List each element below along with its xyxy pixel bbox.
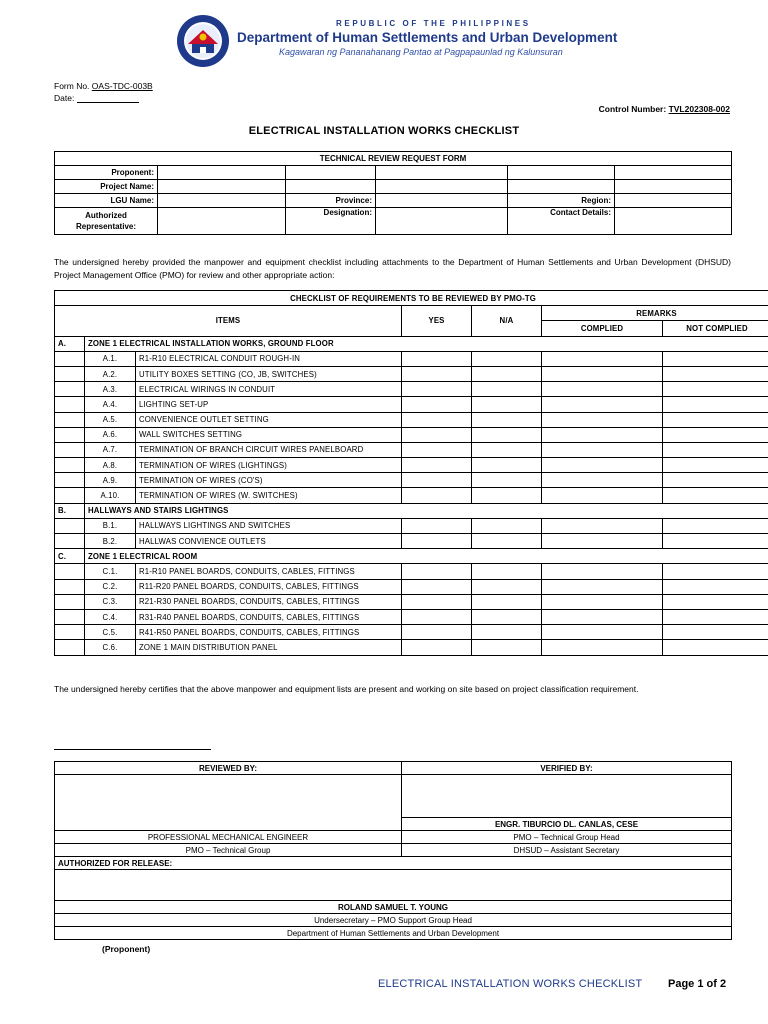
verifier-signature-box[interactable] [402,775,732,818]
na-cell[interactable] [472,640,542,655]
complied-cell[interactable] [542,534,663,549]
header-republic: REPUBLIC OF THE PHILIPPINES [336,19,531,28]
verifier-title-2: DHSUD – Assistant Secretary [402,844,732,857]
not-complied-cell[interactable] [663,625,768,640]
blank-cell [55,442,85,457]
item-code: C.2. [85,579,136,594]
item-text: WALL SWITCHES SETTING [136,427,402,442]
item-code: A.3. [85,382,136,397]
province-field[interactable] [376,194,508,208]
contact-details-label: Contact Details: [508,208,615,235]
form-number-label: Form No. [54,81,90,91]
blank-cell [55,382,85,397]
na-cell[interactable] [472,458,542,473]
header-department: Department of Human Settlements and Urban Development [237,30,618,45]
checklist-table [54,290,768,656]
verifier-title-1: PMO – Technical Group Head [402,831,732,844]
item-code: A.6. [85,427,136,442]
verifier-name: ENGR. TIBURCIO DL. CANLAS, CESE [402,818,732,831]
item-text: R21-R30 PANEL BOARDS, CONDUITS, CABLES, FITTINGS [136,594,402,609]
checklist-item-row [55,458,768,473]
checklist-item-row [55,564,768,579]
item-code: A.9. [85,473,136,488]
reviewer-title-1: PROFESSIONAL MECHANICAL ENGINEER [55,831,402,844]
yes-cell[interactable] [402,458,472,473]
checklist-item-row [55,488,768,503]
blank-cell [55,609,85,624]
section-title: ZONE 1 ELECTRICAL ROOM [85,549,768,564]
page-number: Page 1 of 2 [668,978,727,990]
na-cell[interactable] [472,625,542,640]
complied-cell[interactable] [542,594,663,609]
not-complied-cell[interactable] [663,412,768,427]
not-complied-cell[interactable] [663,366,768,381]
na-cell[interactable] [472,427,542,442]
checklist-item-row [55,382,768,397]
blank-cell [55,534,85,549]
blank-cell [55,579,85,594]
section-title: ZONE 1 ELECTRICAL INSTALLATION WORKS, GROUND FLOOR [85,336,768,351]
item-code: A.1. [85,351,136,366]
not-complied-cell[interactable] [663,458,768,473]
col-items: ITEMS [55,306,402,336]
checklist-item-row [55,518,768,533]
checklist-item-row [55,427,768,442]
certification-paragraph: The undersigned hereby certifies that the above manpower and equipment lists are present and working on site based on project classification requirement. [54,684,639,694]
footer-title: ELECTRICAL INSTALLATION WORKS CHECKLIST [378,978,643,990]
designation-label: Designation: [286,208,376,235]
reviewer-title-2: PMO – Technical Group [55,844,402,857]
item-text: R41-R50 PANEL BOARDS, CONDUITS, CABLES, FITTINGS [136,625,402,640]
complied-cell[interactable] [542,609,663,624]
yes-cell[interactable] [402,625,472,640]
yes-cell[interactable] [402,442,472,457]
checklist-body [55,336,768,655]
yes-cell[interactable] [402,488,472,503]
releaser-title-1: Undersecretary – PMO Support Group Head [55,914,732,927]
item-text: HALLWAS CONVIENCE OUTLETS [136,534,402,549]
yes-cell[interactable] [402,366,472,381]
blank-cell [55,473,85,488]
not-complied-cell[interactable] [663,427,768,442]
complied-cell[interactable] [542,564,663,579]
reviewed-by-label: REVIEWED BY: [55,762,402,775]
authorized-rep-label: Authorized Representative: [55,208,158,235]
complied-cell[interactable] [542,351,663,366]
yes-cell[interactable] [402,397,472,412]
item-code: A.8. [85,458,136,473]
item-text: ZONE 1 MAIN DISTRIBUTION PANEL [136,640,402,655]
na-cell[interactable] [472,366,542,381]
na-cell[interactable] [472,579,542,594]
contact-details-field[interactable] [615,208,732,235]
page-title: ELECTRICAL INSTALLATION WORKS CHECKLIST [248,125,520,137]
checklist-item-row [55,609,768,624]
blank-cell [55,640,85,655]
checklist-heading: CHECKLIST OF REQUIREMENTS TO BE REVIEWED BY PMO-TG [55,291,768,306]
na-cell[interactable] [472,382,542,397]
na-cell[interactable] [472,351,542,366]
project-name-label: Project Name: [55,180,158,194]
releaser-title-2: Department of Human Settlements and Urban Development [55,927,732,940]
yes-cell[interactable] [402,412,472,427]
section-title: HALLWAYS AND STAIRS LIGHTINGS [85,503,768,518]
verified-by-label: VERIFIED BY: [402,762,732,775]
checklist-item-row [55,534,768,549]
release-signature-box[interactable] [55,870,732,901]
item-code: A.4. [85,397,136,412]
item-text: TERMINATION OF BRANCH CIRCUIT WIRES PANELBOARD [136,442,402,457]
not-complied-cell[interactable] [663,564,768,579]
blank-cell [55,351,85,366]
blank-cell [55,397,85,412]
releaser-name: ROLAND SAMUEL T. YOUNG [55,901,732,914]
yes-cell[interactable] [402,518,472,533]
checklist-item-row [55,640,768,655]
yes-cell[interactable] [402,609,472,624]
yes-cell[interactable] [402,351,472,366]
na-cell[interactable] [472,473,542,488]
control-number [599,104,730,114]
complied-cell[interactable] [542,382,663,397]
blank-cell[interactable] [376,166,508,180]
not-complied-cell[interactable] [663,594,768,609]
yes-cell[interactable] [402,427,472,442]
item-text: R1-R10 PANEL BOARDS, CONDUITS, CABLES, FITTINGS [136,564,402,579]
region-field[interactable] [615,194,732,208]
designation-field[interactable] [376,208,508,235]
blank-cell [55,625,85,640]
blank-cell [55,488,85,503]
item-code: A.7. [85,442,136,457]
date-label: Date: [54,93,75,103]
form-number-value: OAS-TDC-003B [91,81,153,91]
item-code: C.5. [85,625,136,640]
proponent-label: Proponent: [55,166,158,180]
checklist-item-row [55,625,768,640]
not-complied-cell[interactable] [663,442,768,457]
reviewer-signature-box[interactable] [55,775,402,831]
item-code: A.10. [85,488,136,503]
complied-cell[interactable] [542,473,663,488]
checklist-item-row [55,442,768,457]
checklist-section-row [55,336,768,351]
checklist-item-row [55,412,768,427]
not-complied-cell[interactable] [663,351,768,366]
blank-cell [55,564,85,579]
complied-cell[interactable] [542,442,663,457]
lgu-name-label: LGU Name: [55,194,158,208]
not-complied-cell[interactable] [663,579,768,594]
proponent-field[interactable] [158,166,286,180]
na-cell[interactable] [472,594,542,609]
blank-cell[interactable] [615,180,732,194]
region-label: Region: [508,194,615,208]
complied-cell[interactable] [542,412,663,427]
item-code: A.5. [85,412,136,427]
item-text: TERMINATION OF WIRES (W. SWITCHES) [136,488,402,503]
control-number-value: TVL202308-002 [668,104,730,114]
blank-cell[interactable] [286,166,376,180]
blank-cell[interactable] [376,180,508,194]
item-text: R31-R40 PANEL BOARDS, CONDUITS, CABLES, FITTINGS [136,609,402,624]
blank-cell [55,518,85,533]
col-remarks: REMARKS [542,306,768,321]
yes-cell[interactable] [402,382,472,397]
control-number-label: Control Number: [598,104,667,114]
form-number [54,81,153,91]
not-complied-cell[interactable] [663,609,768,624]
complied-cell[interactable] [542,458,663,473]
section-letter: B. [55,503,85,518]
proponent-caption: (Proponent) [102,944,151,954]
proponent-signature-line[interactable] [54,749,211,750]
not-complied-cell[interactable] [663,382,768,397]
checklist-item-row [55,473,768,488]
checklist-item-row [55,579,768,594]
item-text: UTILITY BOXES SETTING (CO, JB, SWITCHES) [136,366,402,381]
item-text: CONVENIENCE OUTLET SETTING [136,412,402,427]
blank-cell [55,427,85,442]
na-cell[interactable] [472,534,542,549]
section-letter: A. [55,336,85,351]
technical-review-heading: TECHNICAL REVIEW REQUEST FORM [55,152,732,166]
item-text: LIGHTING SET-UP [136,397,402,412]
item-code: B.2. [85,534,136,549]
item-code: B.1. [85,518,136,533]
item-code: C.4. [85,609,136,624]
yes-cell[interactable] [402,564,472,579]
blank-cell[interactable] [508,180,615,194]
na-cell[interactable] [472,397,542,412]
intro-paragraph: The undersigned hereby provided the manpower and equipment checklist including attachments to the Department of Human Settlements and Urban Development (DHSUD) Project Management Office (PMO) for review and other appropriate action: [54,257,731,280]
checklist-section-row [55,503,768,518]
na-cell[interactable] [472,609,542,624]
na-cell[interactable] [472,442,542,457]
checklist-section-row [55,549,768,564]
yes-cell[interactable] [402,640,472,655]
checklist-item-row [55,594,768,609]
item-text: TERMINATION OF WIRES (CO'S) [136,473,402,488]
complied-cell[interactable] [542,488,663,503]
item-text: HALLWAYS LIGHTINGS AND SWITCHES [136,518,402,533]
complied-cell[interactable] [542,427,663,442]
checklist-item-row [55,366,768,381]
not-complied-cell[interactable] [663,518,768,533]
checklist-item-row [55,351,768,366]
item-text: R11-R20 PANEL BOARDS, CONDUITS, CABLES, FITTINGS [136,579,402,594]
province-label: Province: [286,194,376,208]
lgu-name-field[interactable] [158,194,286,208]
item-code: C.3. [85,594,136,609]
date-field[interactable] [77,93,139,103]
item-code: C.1. [85,564,136,579]
blank-cell[interactable] [286,180,376,194]
item-code: A.2. [85,366,136,381]
col-complied: COMPLIED [542,321,663,336]
blank-cell [55,412,85,427]
yes-cell[interactable] [402,579,472,594]
col-yes: YES [402,306,472,336]
na-cell[interactable] [472,518,542,533]
col-not-complied: NOT COMPLIED [663,321,768,336]
date-row [54,93,139,103]
header-subtitle: Kagawaran ng Pananahanang Pantao at Pagpapaunlad ng Kalunsuran [279,47,563,57]
not-complied-cell[interactable] [663,640,768,655]
technical-review-table [54,151,732,235]
section-letter: C. [55,549,85,564]
na-cell[interactable] [472,488,542,503]
not-complied-cell[interactable] [663,473,768,488]
dhsud-seal-logo [176,14,230,68]
yes-cell[interactable] [402,473,472,488]
blank-cell [55,458,85,473]
yes-cell[interactable] [402,534,472,549]
na-cell[interactable] [472,564,542,579]
complied-cell[interactable] [542,640,663,655]
blank-cell [55,594,85,609]
checklist-item-row [55,397,768,412]
complied-cell[interactable] [542,397,663,412]
item-code: C.6. [85,640,136,655]
complied-cell[interactable] [542,366,663,381]
project-name-field[interactable] [158,180,286,194]
blank-cell[interactable] [615,166,732,180]
item-text: TERMINATION OF WIRES (LIGHTINGS) [136,458,402,473]
authorized-release-label: AUTHORIZED FOR RELEASE: [55,857,732,870]
blank-cell [55,366,85,381]
blank-cell[interactable] [508,166,615,180]
yes-cell[interactable] [402,594,472,609]
complied-cell[interactable] [542,518,663,533]
complied-cell[interactable] [542,625,663,640]
complied-cell[interactable] [542,579,663,594]
authorized-rep-field[interactable] [158,208,286,235]
signature-table [54,761,732,940]
not-complied-cell[interactable] [663,397,768,412]
item-text: R1-R10 ELECTRICAL CONDUIT ROUGH-IN [136,351,402,366]
na-cell[interactable] [472,412,542,427]
item-text: ELECTRICAL WIRINGS IN CONDUIT [136,382,402,397]
not-complied-cell[interactable] [663,488,768,503]
col-na: N/A [472,306,542,336]
not-complied-cell[interactable] [663,534,768,549]
